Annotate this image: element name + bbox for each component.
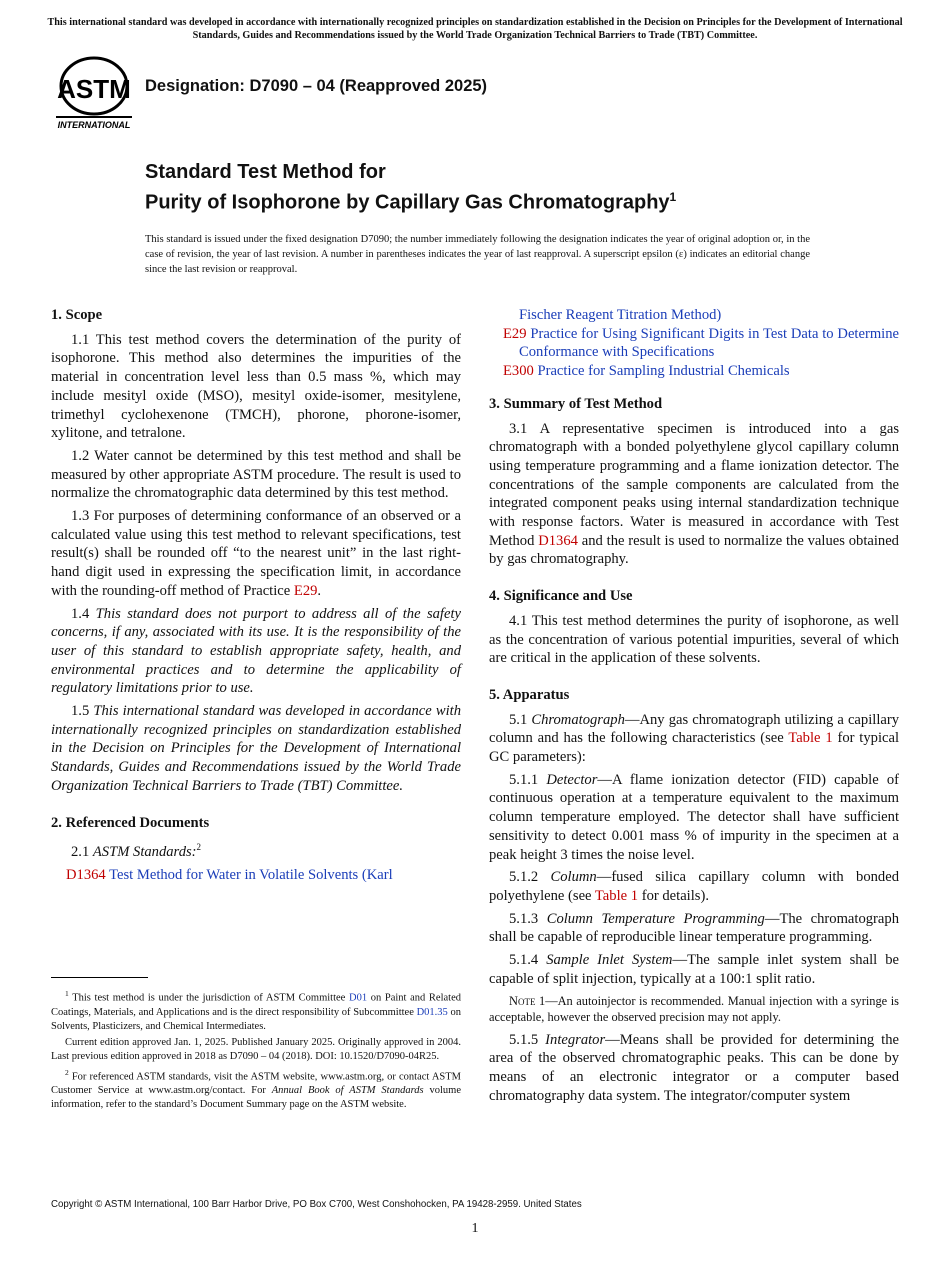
title-line-1: Standard Test Method for <box>145 161 386 183</box>
section-heading-significance: 4. Significance and Use <box>489 588 633 605</box>
link-d01-35[interactable]: D01.35 <box>416 1006 448 1018</box>
para-1-4: 1.4 This standard does not purport to address all of the safety concerns, if any, associated with its use. It is the responsibility of the user of this standard to establish appropriate safety, health, and environmental practices and to determine the applicability of regulatory limitations prior to use. <box>51 605 461 697</box>
para-5-1-3: 5.1.3 Column Temperature Programming—The chromatograph shall be capable of reproducible linear temperature programming. <box>489 910 899 946</box>
para-1-2: 1.2 Water cannot be determined by this test method and shall be measured by other appropriate ASTM procedure. The result is used to normalize the chromatographic data determined by this test method. <box>51 447 461 502</box>
top-notice: This international standard was developed in accordance with internationally recognized principles on standardization established in the Decision on Principles for the Development of International Standards, Guides and Recommendations issued by the World Trade Organization Technical Barriers to Trade (TBT) Committee. <box>47 17 903 41</box>
title-footnote-marker: 1 <box>669 190 677 204</box>
para-5-1-1: 5.1.1 Detector—A flame ionization detector (FID) capable of continuous operation at a temperature equivalent to the maximum column temperature employed. The detector shall have sufficient sensitivity to detect 0.001 mass % of impurity in the specimen at a peak height 3 times the noise level. <box>489 771 900 863</box>
left-column <box>51 306 461 885</box>
link-d1364[interactable]: D1364 <box>538 532 578 549</box>
astm-logo <box>54 56 134 132</box>
section-heading-summary: 3. Summary of Test Method <box>489 395 663 412</box>
para-5-1-5: 5.1.5 Integrator—Means shall be provided for determining the area of the observed chromatographic peaks. This can be done by means of an electronic integrator or a computer based chromatography data system. The integrator/computer system <box>489 1031 899 1104</box>
designation: Designation: D7090 – 04 (Reapproved 2025) <box>145 77 488 95</box>
note-1: Note 1—An autoinjector is recommended. Manual injection with a syringe is acceptable, however the observed precision may not apply. <box>489 993 899 1024</box>
para-5-1-4: 5.1.4 Sample Inlet System—The sample inlet system shall be capable of split injection, typically at a 100:1 split ratio. <box>489 952 899 987</box>
link-d01[interactable]: D01 <box>349 992 368 1004</box>
section-heading-referenced-documents: 2. Referenced Documents <box>51 814 210 831</box>
ref-item-e29[interactable]: E29 Practice for Using Significant Digits in Test Data to Determine Conformance with Specifications <box>503 325 899 361</box>
title-line-2: Purity of Isophorone by Capillary Gas Chromatography <box>145 191 670 214</box>
para-4-1: 4.1 This test method determines the purity of isophorone, as well as the concentration of various potential impurities, several of which are critical in the application of these solvents. <box>489 612 899 667</box>
logo-mark: ASTM <box>57 74 131 104</box>
section-heading-apparatus: 5. Apparatus <box>489 686 570 703</box>
para-1-3: 1.3 For purposes of determining conformance of an observed or a calculated value using this test method to relevant specifications, test result(s) shall be rounded off “to the nearest unit” in the last right-hand digit used in expressing the specification limit, in accordance with the rounding-off method of Practice E29. <box>51 508 461 599</box>
ref-item-d1364[interactable]: D1364 Test Method for Water in Volatile Solvents (Karl <box>66 866 393 883</box>
copyright: Copyright © ASTM International, 100 Barr Harbor Drive, PO Box C700, West Conshohocken, PA 19428-2959. United States <box>51 1199 582 1210</box>
logo-caption: INTERNATIONAL <box>57 120 131 130</box>
footnote-rule <box>51 977 148 978</box>
link-e29[interactable]: E29 <box>293 582 318 599</box>
footnotes <box>51 987 461 1114</box>
para-5-1: 5.1 Chromatograph—Any gas chromatograph utilizing a capillary column and has the following characteristics (see Table 1 for typical GC parameters): <box>489 711 900 766</box>
page-number: 1 <box>471 1221 479 1236</box>
issue-note: This standard is issued under the fixed designation D7090; the number immediately following the designation indicates the year of original adoption or, in the case of revision, the year of last revision. A number in parentheses indicates the year of last reapproval. A superscript epsilon (ε) indicates an editorial change since the last revision or reapproval. <box>145 234 810 275</box>
para-2-1: 2.1 ASTM Standards:$^2$ <box>71 842 202 861</box>
para-1-5: 1.5 This international standard was developed in accordance with internationally recognized principles on standardization established in the Decision on Principles for the Development of International Standards, Guides and Recommendations issued by the World Trade Organization Technical Barriers to Trade (TBT) Committee. <box>51 703 462 794</box>
ref-item-e300[interactable]: E300 Practice for Sampling Industrial Chemicals <box>503 363 790 380</box>
link-table-1-b[interactable]: Table 1 <box>594 887 639 904</box>
document-title <box>145 160 905 216</box>
para-1-1: 1.1 This test method covers the determination of the purity of isophorone. This method also determines the impurities of the material in concentration level less than 0.5 mass %, which may include mesityl oxide (MSO), mesityl oxide-isomer, mesitylene, trimethyl cyclohexenone (TMCH), phorone, phorone-isomer, xylitone, and tetralone. <box>51 331 461 442</box>
footnote-1-edition: Current edition approved Jan. 1, 2025. Published January 2025. Originally approved in 2004. Last previous edition approved in 2018 as D7090 – 04 (2018). DOI: 10.1520/D7090-04R25. <box>51 1036 461 1062</box>
para-5-1-2: 5.1.2 Column—fused silica capillary column with bonded polyethylene (see Table 1 for details). <box>489 869 899 904</box>
footnote-1: $^1$ This test method is under the jurisdiction of ASTM Committee D01 on Paint and Related Coatings, Materials, and Applications and is the direct responsibility of Subcommittee D01.35 on Solvents, Plasticizers, and Chemical Intermediates. <box>51 989 461 1032</box>
section-heading-scope: 1. Scope <box>51 307 103 323</box>
right-column <box>489 306 899 1109</box>
para-3-1: 3.1 A representative specimen is introduced into a gas chromatograph with a bonded polyethylene glycol capillary column using temperature programming and a flame ionization detector. The concentrations of the sample components are calculated from the integrated component peaks using internal standardization technique with response factors. Water is measured in accordance with Test Method D1364 and the result is used to normalize the values obtained by gas chromatography. <box>489 420 899 568</box>
footnote-2: $^2$ For referenced ASTM standards, visit the ASTM website, www.astm.org, or contact ASTM Customer Service at www.astm.org/contact. For Annual Book of ASTM Standards volume information, refer to the standard’s Document Summary page on the ASTM website. <box>51 1067 462 1110</box>
ref-item-d1364-cont[interactable]: Fischer Reagent Titration Method) <box>519 307 722 323</box>
link-table-1[interactable]: Table 1 <box>788 730 833 747</box>
